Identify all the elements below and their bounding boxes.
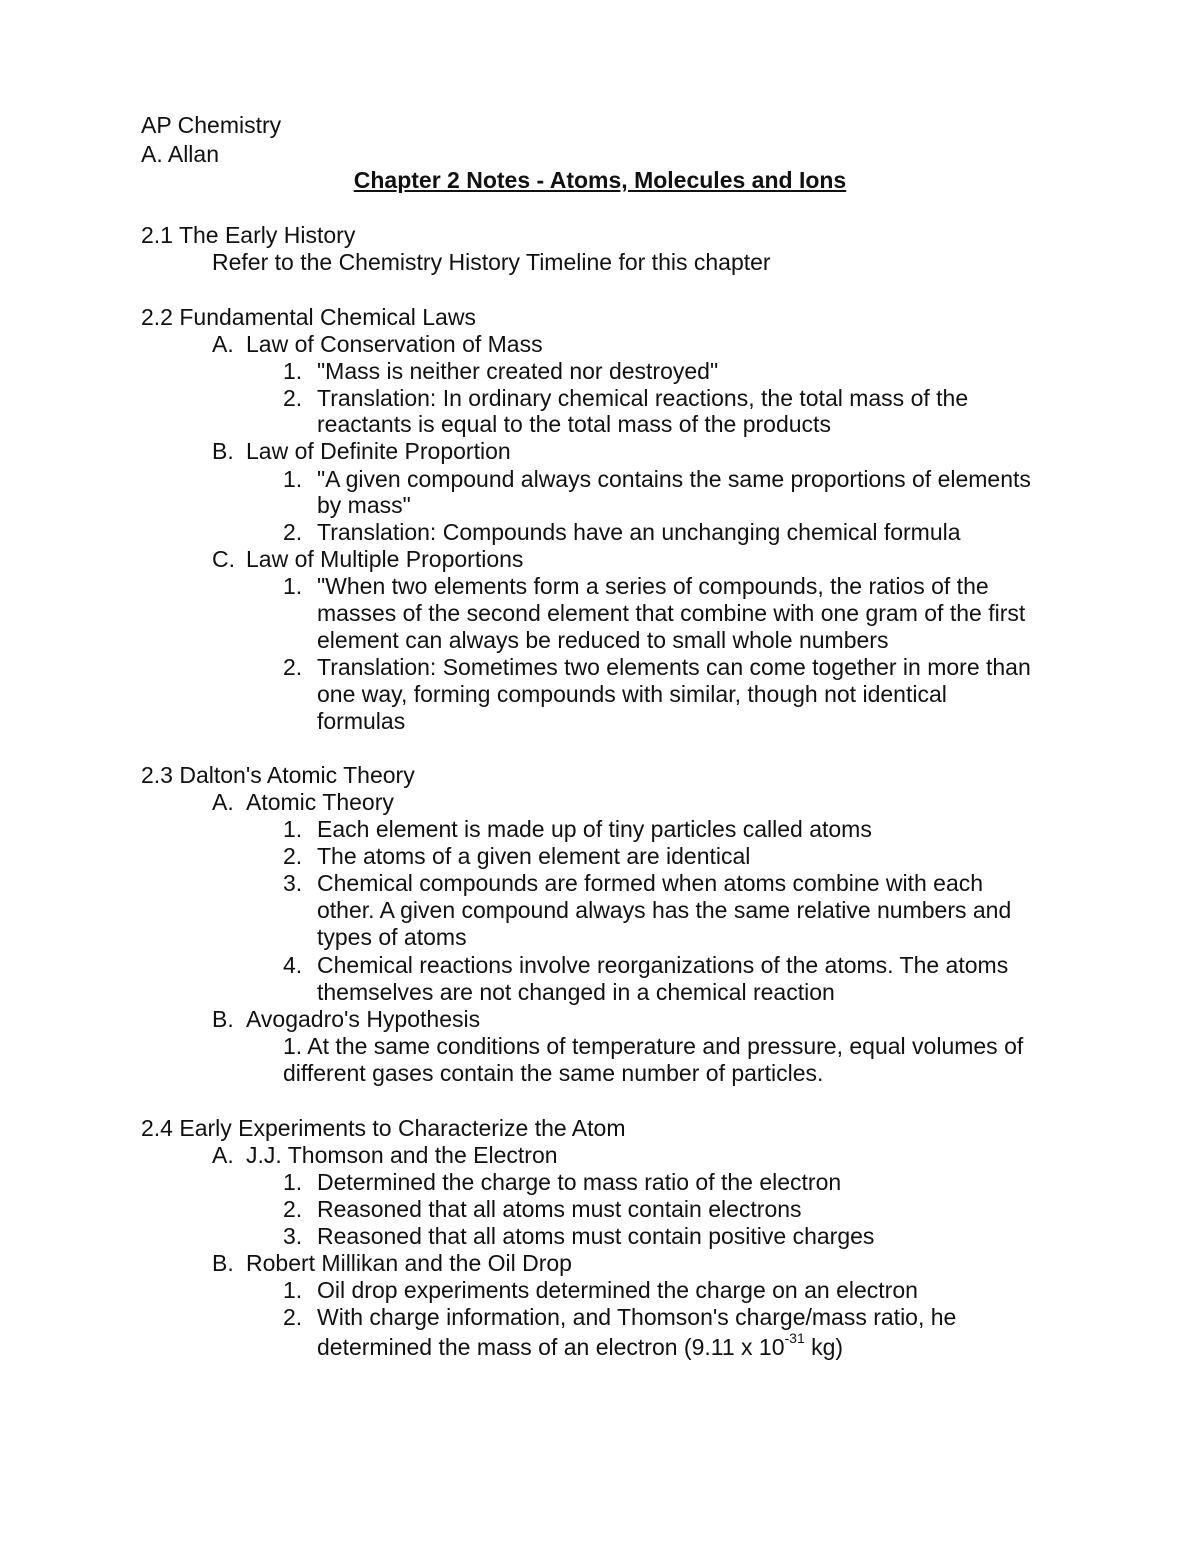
list-item [283, 870, 983, 897]
outline-marker: B. [212, 1006, 234, 1032]
list-item [283, 573, 989, 600]
list-marker: 1. [283, 816, 303, 842]
outline-label: Avogadro's Hypothesis [246, 1006, 481, 1032]
list-text-continued: one way, forming compounds with similar, though not identical [317, 681, 947, 707]
course-name: AP Chemistry [141, 112, 282, 138]
list-item: 1. At the same conditions of temperature and pressure, equal volumes of [283, 1033, 1024, 1059]
list-text: Oil drop experiments determined the charge on an electron [317, 1277, 918, 1303]
outline-marker: B. [212, 1250, 234, 1276]
list-text-continued: element can always be reduced to small whole numbers [317, 627, 889, 653]
list-text-continued: other. A given compound always has the same relative numbers and [317, 897, 1012, 923]
list-marker: 1. [283, 1169, 303, 1195]
outline-label: Law of Definite Proportion [246, 438, 511, 464]
list-marker: 1. [283, 573, 303, 599]
list-item [283, 1304, 956, 1331]
list-marker: 1. [283, 1277, 303, 1303]
document-title: Chapter 2 Notes - Atoms, Molecules and Ions [353, 167, 847, 193]
list-marker: 2. [283, 843, 303, 869]
outline-marker: A. [212, 789, 234, 815]
list-marker: 4. [283, 952, 303, 978]
list-text-continued: masses of the second element that combine with one gram of the first [317, 600, 1026, 626]
list-marker: 3. [283, 870, 303, 896]
list-marker: 2. [283, 1304, 303, 1330]
list-text: "Mass is neither created nor destroyed" [317, 358, 719, 384]
list-text: "When two elements form a series of compounds, the ratios of the [317, 573, 989, 599]
list-text: Translation: In ordinary chemical reactions, the total mass of the [317, 385, 969, 411]
outline-item-2-4-b [212, 1250, 572, 1277]
outline-item-2-3-b [212, 1006, 480, 1033]
list-item [283, 519, 961, 546]
outline-label: Law of Conservation of Mass [246, 331, 543, 357]
list-item [283, 1196, 802, 1223]
list-text: Reasoned that all atoms must contain positive charges [317, 1223, 875, 1249]
outline-label: Law of Multiple Proportions [246, 546, 524, 572]
list-text: "A given compound always contains the same proportions of elements [317, 466, 1031, 492]
list-item [283, 1223, 874, 1250]
list-marker: 2. [283, 654, 303, 680]
section-heading-2-3: 2.3 Dalton's Atomic Theory [141, 762, 415, 788]
section-heading-2-4: 2.4 Early Experiments to Characterize the Atom [141, 1115, 626, 1141]
outline-item-2-4-a [212, 1142, 558, 1169]
list-item [283, 654, 1031, 681]
list-item [283, 816, 872, 843]
list-text: With charge information, and Thomson's charge/mass ratio, he [317, 1304, 957, 1330]
unit-text: kg) [804, 1334, 844, 1360]
outline-item-2-2-a [212, 331, 543, 358]
list-marker: 2. [283, 519, 303, 545]
list-text-continued: different gases contain the same number of particles. [283, 1060, 824, 1086]
outline-label: Robert Millikan and the Oil Drop [246, 1250, 572, 1276]
list-text-continued: by mass" [317, 492, 411, 518]
list-item [283, 952, 1008, 979]
section-heading-2-2: 2.2 Fundamental Chemical Laws [141, 304, 476, 330]
list-item [283, 466, 1031, 493]
list-marker: 2. [283, 1196, 303, 1222]
list-marker: 3. [283, 1223, 303, 1249]
list-marker: 2. [283, 385, 303, 411]
electron-mass-text: determined the mass of an electron (9.11 x 10 [317, 1334, 785, 1360]
outline-marker: B. [212, 438, 234, 464]
section-heading-2-1: 2.1 The Early History [141, 222, 356, 248]
outline-label: J.J. Thomson and the Electron [246, 1142, 558, 1168]
list-marker: 1. [283, 466, 303, 492]
list-text: Translation: Compounds have an unchanging chemical formula [317, 519, 961, 545]
list-item [283, 1169, 841, 1196]
list-text-continued: formulas [317, 708, 406, 734]
list-text: Determined the charge to mass ratio of the electron [317, 1169, 842, 1195]
outline-item-2-3-a [212, 789, 394, 816]
author-name: A. Allan [141, 141, 219, 167]
outline-item-2-2-b [212, 438, 511, 465]
list-item [283, 358, 718, 385]
list-text-continued: themselves are not changed in a chemical reaction [317, 979, 835, 1005]
section-2-1-text: Refer to the Chemistry History Timeline for this chapter [212, 249, 771, 275]
exponent: -31 [784, 1330, 805, 1347]
list-text: Chemical compounds are formed when atoms combine with each [317, 870, 984, 896]
list-text-continued [317, 1330, 844, 1361]
list-text: The atoms of a given element are identical [317, 843, 751, 869]
outline-label: Atomic Theory [246, 789, 394, 815]
list-marker: 1. [283, 358, 303, 384]
list-item [283, 843, 750, 870]
outline-marker: A. [212, 1142, 234, 1168]
list-text: Translation: Sometimes two elements can come together in more than [317, 654, 1031, 680]
outline-marker: A. [212, 331, 234, 357]
list-text-continued: types of atoms [317, 924, 467, 950]
outline-marker: C. [212, 546, 235, 572]
list-item [283, 385, 968, 412]
list-text-continued: reactants is equal to the total mass of the products [317, 411, 831, 437]
list-text: Chemical reactions involve reorganizations of the atoms. The atoms [317, 952, 1009, 978]
list-text: Reasoned that all atoms must contain electrons [317, 1196, 802, 1222]
list-text: Each element is made up of tiny particles called atoms [317, 816, 872, 842]
list-item [283, 1277, 918, 1304]
outline-item-2-2-c [212, 546, 523, 573]
